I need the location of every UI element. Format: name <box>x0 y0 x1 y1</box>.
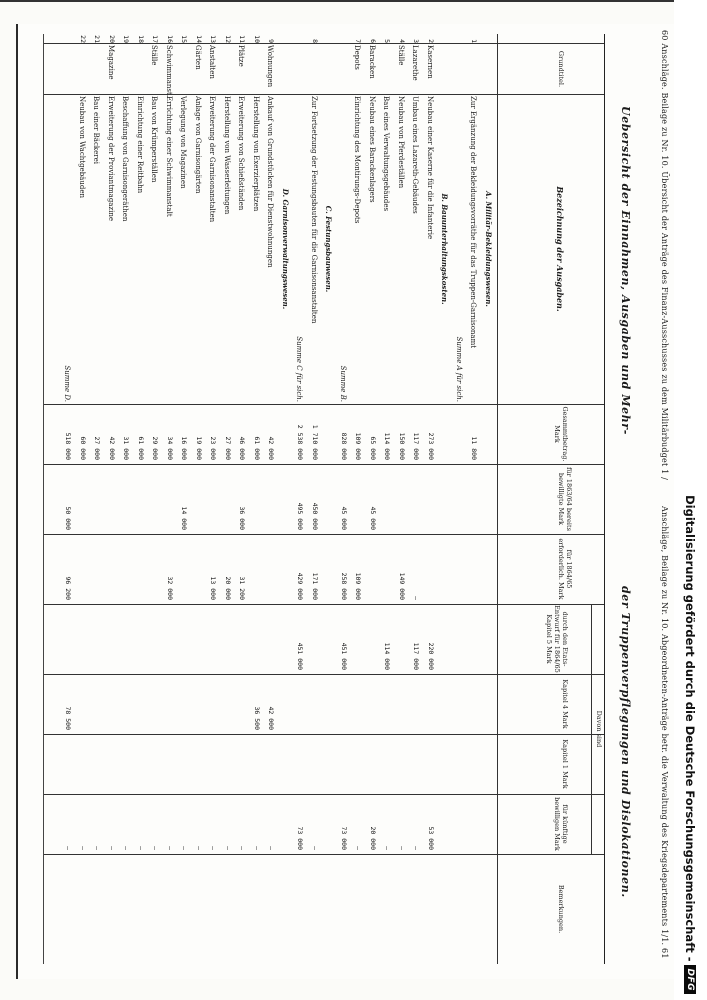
dfg-credit-text: Digitalisierung gefördert durch die Deutsche Forschungsgemeinschaft - <box>683 495 698 962</box>
cell-number: 20 <box>108 35 116 43</box>
cell-total: 42 000 <box>108 436 116 460</box>
cell-total: 2 538 000 <box>296 424 305 460</box>
cell-title: Lazarethe <box>411 45 420 81</box>
section-heading-row <box>323 34 333 964</box>
cell-future: — <box>412 846 421 850</box>
hdr-davon: Davon sind <box>595 710 603 748</box>
hdr-kapitel-4: Kapitel 4 Mark <box>561 679 569 729</box>
cell-title: Ställe <box>397 45 405 66</box>
cell-description: Bau von Krümperställen <box>150 96 159 183</box>
cell-1863-64: 45 000 <box>369 506 377 530</box>
hdr-remarks: Bemerkungen. <box>557 884 565 934</box>
cell-total: 46 000 <box>238 436 247 460</box>
cell-description: Bau eines Verwaltungsgebäudes <box>382 96 391 212</box>
table-row <box>120 34 130 964</box>
table-row <box>91 34 101 964</box>
cell-description: Summe A für sich. <box>455 336 463 402</box>
table-row <box>178 34 188 964</box>
cell-title: Gärten <box>194 45 202 70</box>
cell-total: 16 000 <box>180 436 189 460</box>
cell-title: Baracken <box>368 45 376 79</box>
sum-row <box>294 34 304 964</box>
cell-1864-65: 258 000 <box>340 572 348 600</box>
top-rule <box>0 0 707 2</box>
hdr-kapitel-1: Kapitel 1 Mark <box>561 739 569 789</box>
dfg-logo: DFG <box>685 965 697 994</box>
cell-future: — <box>64 846 73 850</box>
cell-description: Erweiterung der Garnisonanstalten <box>208 96 217 223</box>
cell-future: — <box>108 846 116 850</box>
cell-kapitel-4: 78 500 <box>64 706 73 730</box>
cell-title: Magazine <box>107 45 115 80</box>
section-heading: C. Festungsbauwesen. <box>324 205 334 293</box>
table-row <box>163 34 173 964</box>
cell-kapitel-4: 42 000 <box>267 706 276 730</box>
cell-future: — <box>122 846 131 850</box>
section-heading-row <box>439 34 449 964</box>
cell-future: — <box>267 846 276 850</box>
cell-number: 14 <box>195 35 203 43</box>
hdr-1863-64: für 1863/64 bereits bewilligte Mark <box>557 467 573 531</box>
cell-total: 11 800 <box>470 436 479 460</box>
cell-description: Einrichtung einer Reitbahn <box>136 96 144 194</box>
cell-1863-64: 450 000 <box>311 502 319 530</box>
cell-title: Depots <box>353 45 362 70</box>
cell-total: 31 000 <box>122 436 131 460</box>
hdr-description: Bezeichnung der Ausgaben. <box>555 186 565 312</box>
cell-kapitel-5: 117 000 <box>412 642 421 670</box>
cell-total: 518 000 <box>64 432 73 460</box>
cell-number: 4 <box>398 39 406 43</box>
cell-total: 114 000 <box>383 432 392 460</box>
table-row <box>366 34 376 964</box>
table-row <box>207 34 217 964</box>
cell-1864-65: 32 000 <box>166 576 174 600</box>
cell-number: 12 <box>224 35 232 43</box>
cell-title: Ställe <box>150 45 159 66</box>
section-heading: D. Garnisonverwaltungswesen. <box>281 188 290 310</box>
table-row <box>265 34 275 964</box>
cell-description: Umbau eines Lazareth-Gebäudes <box>411 96 420 214</box>
cell-total: 60 000 <box>79 436 87 460</box>
cell-total: 61 000 <box>137 436 145 460</box>
cell-description: Neubau einer Kaserne für die Infanterie <box>426 96 434 240</box>
hdr-total: Gesammtbetrag. Mark <box>553 406 569 462</box>
table-row <box>149 34 159 964</box>
cell-future: 73 000 <box>340 826 348 850</box>
cell-number: 6 <box>369 39 377 43</box>
table-row <box>308 34 318 964</box>
cell-1864-65: 171 000 <box>311 572 319 600</box>
cell-1864-65: — <box>412 596 421 600</box>
table-row <box>424 34 434 964</box>
cell-total: 19 000 <box>195 436 203 460</box>
cell-description: Erweiterung der Proviantmagazine <box>107 96 115 222</box>
table-row <box>381 34 391 964</box>
cell-total: 34 000 <box>166 436 174 460</box>
cell-future: 20 000 <box>369 826 377 850</box>
cell-1864-65: 13 000 <box>209 576 218 600</box>
cell-future: 73 000 <box>296 826 305 850</box>
table-row <box>250 34 260 964</box>
table-row <box>395 34 405 964</box>
digitization-band <box>674 0 707 1000</box>
cell-future: — <box>195 846 203 850</box>
table-row <box>352 34 362 964</box>
cell-number: 16 <box>166 35 174 43</box>
cell-total: 65 000 <box>369 436 377 460</box>
cell-future: — <box>209 846 218 850</box>
cell-description: Neubau von Wachtgebäuden <box>78 96 86 198</box>
cell-description: Einrichtung des Montirungs-Depots <box>353 96 362 224</box>
cell-description: Zur Fortsetzung der Festungsbauten für die Garnisonsanstalten <box>310 96 318 324</box>
hdr-1864-65: für 1864/65 erforderlich. Mark <box>557 538 573 600</box>
cell-total: 27 000 <box>93 436 102 460</box>
cell-description: Summe D. <box>63 365 72 402</box>
scanned-sheet <box>16 24 674 979</box>
hdr-title: Grundtitel. <box>557 50 565 88</box>
cell-total: 27 000 <box>224 436 232 460</box>
table-row <box>468 34 478 964</box>
cell-total: 23 000 <box>209 436 218 460</box>
cell-kapitel-5: 220 000 <box>427 642 435 670</box>
cell-title: Schwimmanst. <box>165 45 173 98</box>
title-left: Uebersicht der Einnahmen, Ausgaben und Mehr- <box>619 106 632 435</box>
cell-total: 61 000 <box>253 436 261 460</box>
cell-kapitel-4: 36 500 <box>253 706 261 730</box>
cell-total: 29 000 <box>151 436 160 460</box>
cell-future: — <box>311 846 319 850</box>
cell-number: 11 <box>238 35 247 43</box>
cell-number: 8 <box>311 39 319 43</box>
table-row <box>134 34 144 964</box>
table-row <box>76 34 86 964</box>
cell-future: — <box>354 846 363 850</box>
cell-1863-64: 495 000 <box>296 502 305 530</box>
cell-future: — <box>137 846 145 850</box>
cell-future: — <box>79 846 87 850</box>
cell-description: Bau einer Bäckerei <box>92 96 101 165</box>
section-heading: B. Bauunterhaltungskosten. <box>440 193 450 305</box>
cell-number: 5 <box>383 39 392 43</box>
header-right: Anschläge, Beilage zu Nr. 10. Abgeordneten-Anträge betr. die Verwaltung des Kriegsdepartements 1/1. 61 <box>660 506 669 959</box>
cell-total: 42 000 <box>267 436 276 460</box>
rotated-content <box>21 26 671 976</box>
cell-title: Plätze <box>237 45 246 67</box>
cell-1863-64: 45 000 <box>340 506 348 530</box>
cell-description: Herstellung von Exerzierplätzen <box>252 96 260 212</box>
cell-description: Neubau von Pferdeställen <box>397 96 405 189</box>
cell-description: Anlage von Garnisongärten <box>194 96 202 194</box>
cell-number: 2 <box>427 39 435 43</box>
cell-number: 18 <box>137 35 145 43</box>
cell-total: 117 000 <box>412 432 421 460</box>
cell-number: 19 <box>122 35 131 43</box>
cell-1863-64: 50 000 <box>64 506 73 530</box>
cell-1864-65: 149 000 <box>398 572 406 600</box>
cell-number: 15 <box>180 35 189 43</box>
section-heading-row <box>482 34 492 964</box>
cell-title: Kasernen <box>426 45 434 79</box>
cell-number: 13 <box>209 35 218 43</box>
cell-future: — <box>166 846 174 850</box>
cell-future: 53 000 <box>427 826 435 850</box>
table-row <box>192 34 202 964</box>
cell-future: — <box>398 846 406 850</box>
cell-1864-65: 429 000 <box>296 572 305 600</box>
cell-future: — <box>238 846 247 850</box>
cell-number: 3 <box>412 39 421 43</box>
cell-kapitel-5: 451 000 <box>296 642 305 670</box>
cell-total: 273 000 <box>427 432 435 460</box>
table-row <box>105 34 115 964</box>
sum-row <box>337 34 347 964</box>
cell-description: Verlegung von Magazinen <box>179 96 188 189</box>
dfg-credit <box>674 0 707 1000</box>
cell-number: 9 <box>267 39 276 43</box>
table-row <box>236 34 246 964</box>
cell-total: 150 000 <box>398 432 406 460</box>
cell-number: 17 <box>151 35 160 43</box>
cell-description: Erweiterung von Schießständen <box>237 96 246 211</box>
cell-description: Summe B. <box>339 365 347 402</box>
cell-total: 828 000 <box>340 432 348 460</box>
section-heading: A. Militär-Bekleidungswesen. <box>484 191 493 307</box>
table-row <box>410 34 420 964</box>
cell-total: 109 000 <box>354 432 363 460</box>
cell-number: 22 <box>79 35 87 43</box>
cell-description: Beschaffung von Garnisongeräthen <box>121 96 130 222</box>
cell-title: Wohnungen <box>266 45 275 88</box>
cell-1863-64: 14 000 <box>180 506 189 530</box>
cell-future: — <box>253 846 261 850</box>
cell-1864-65: 96 200 <box>64 576 73 600</box>
cell-number: 21 <box>93 35 102 43</box>
section-heading-row <box>279 34 289 964</box>
cell-total: 1 710 000 <box>311 424 319 460</box>
cell-future: — <box>383 846 392 850</box>
running-header <box>657 26 671 966</box>
cell-kapitel-5: 114 000 <box>383 642 392 670</box>
cell-description: Herstellung von Wasserleitungen <box>223 96 231 215</box>
budget-table <box>43 34 605 964</box>
cell-future: — <box>180 846 189 850</box>
cell-1864-65: 20 000 <box>224 576 232 600</box>
title-right: der Truppenverpflegungen und Dislokationen. <box>619 586 632 898</box>
cell-1863-64: 36 000 <box>238 506 247 530</box>
hdr-future: für künftige bewilligen Mark <box>553 797 569 851</box>
cell-description: Neubau eines Barackenlagers <box>368 96 376 203</box>
cell-kapitel-5: 451 000 <box>340 642 348 670</box>
cell-description: Zur Ergänzung der Bekleidungsvorräthe für das Truppen-Garnisonamt <box>469 96 478 349</box>
cell-description: Errichtung einer Schwimmanstalt <box>165 96 173 217</box>
cell-number: 10 <box>253 35 261 43</box>
cell-title: Anstalten <box>208 45 217 79</box>
table-row <box>221 34 231 964</box>
sum-row <box>62 34 72 964</box>
cell-number: 7 <box>354 39 363 43</box>
cell-description: Summe C für sich. <box>295 336 304 402</box>
cell-future: — <box>93 846 102 850</box>
cell-1864-65: 109 000 <box>354 572 363 600</box>
header-left: 60 Anschläge. Beilage zu Nr. 10. Übersicht der Anträge des Finanz-Ausschusses zu dem Militärbudget 1 / <box>660 30 669 481</box>
cell-1864-65: 31 200 <box>238 576 247 600</box>
cell-description: Ankauf von Grundstücken für Dienstwohnungen <box>266 96 275 268</box>
cell-future: — <box>224 846 232 850</box>
cell-future: — <box>151 846 160 850</box>
sum-row <box>453 34 463 964</box>
hdr-kapitel-5: durch den Etats-Entwurf für 1864/65 Kapitel 5 Mark <box>545 605 569 673</box>
cell-number: 1 <box>470 39 479 43</box>
